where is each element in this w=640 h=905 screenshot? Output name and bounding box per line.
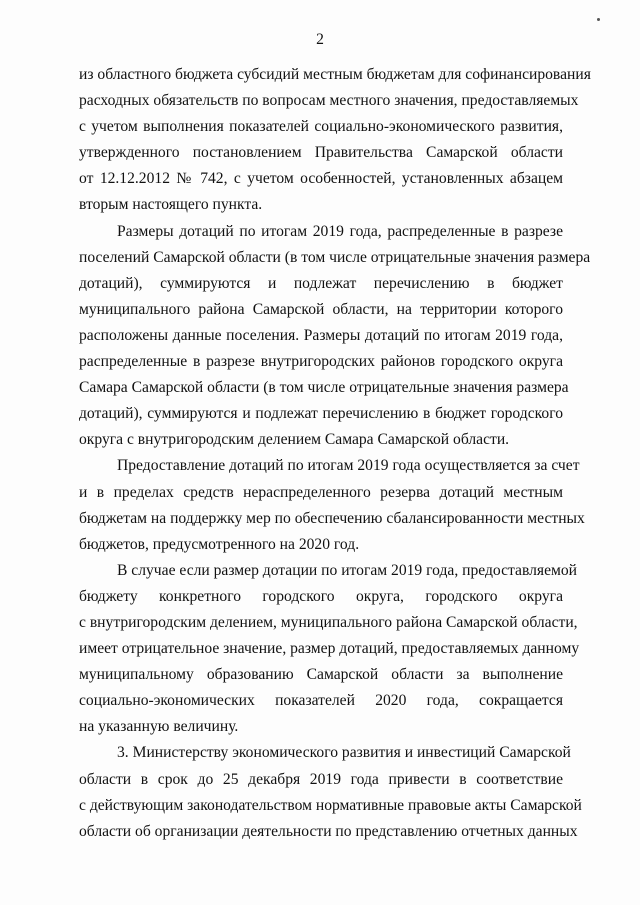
text-line: Размеры дотаций по итогам 2019 года, распределенные в разрезе [117,222,563,240]
text-line: расходных обязательств по вопросам местного значения, предоставляемых [79,92,579,110]
text-line: имеет отрицательное значение, размер дотаций, предоставляемых данному [79,640,580,658]
text-line: из областного бюджета субсидий местным бюджетам для софинансирования [79,66,591,83]
text-line: бюджетов, предусмотренного на 2020 год. [79,535,360,553]
text-line: муниципального района Самарской области, на территории которого [79,300,563,318]
text-line: области об организации деятельности по представлению отчетных данных [79,822,578,840]
text-line: поселений Самарской области (в том числе отрицательные значения размера [79,248,591,266]
text-line: с действующим законодательством нормативные правовые акты Самарской [79,796,582,814]
text-line: вторым настоящего пункта. [79,196,263,214]
page-number: 2 [316,31,324,48]
document-body [79,62,591,845]
text-line: от 12.12.2012 № 742, с учетом особенностей, установленных абзацем [79,170,563,188]
text-line: утвержденного постановлением Правительства Самарской области [79,144,563,162]
text-line: бюджету конкретного городского округа, городского округа [79,587,563,605]
text-line: В случае если размер дотации по итогам 2019 года, предоставляемой [117,561,578,579]
text-line: бюджетам на поддержку мер по обеспечению сбалансированности местных [79,509,585,527]
paragraph [79,219,591,454]
text-line: Самара Самарской области (в том числе отрицательные значения размера [79,379,569,397]
paragraph [79,558,580,741]
text-line: дотаций), суммируются и подлежат перечислению в бюджет городского [79,405,563,423]
text-line: дотаций), суммируются и подлежат перечислению в бюджет [79,274,563,292]
text-line: и в пределах средств нераспределенного резерва дотаций местным [79,483,563,501]
text-line: Предоставление дотаций по итогам 2019 года осуществляется за счет [117,457,580,475]
paragraph [79,740,582,844]
scan-speck [597,18,600,21]
text-line: муниципальному образованию Самарской области за выполнение [79,666,563,684]
text-line: округа с внутригородским делением Самара Самарской области. [79,431,510,449]
text-line: с учетом выполнения показателей социально-экономического развития, [79,118,563,136]
text-line: расположены данные поселения. Размеры дотаций по итогам 2019 года, [79,326,563,344]
paragraph [79,62,591,219]
text-line: области в срок до 25 декабря 2019 года привести в соответствие [79,770,563,788]
text-line: распределенные в разрезе внутригородских районов городского округа [79,353,563,371]
paragraph [79,453,585,557]
text-line: на указанную величину. [79,718,239,736]
text-line: с внутригородским делением, муниципального района Самарской области, [79,613,578,631]
text-line: 3. Министерству экономического развития и инвестиций Самарской [117,744,571,762]
text-line: социально-экономических показателей 2020 года, сокращается [79,692,563,710]
